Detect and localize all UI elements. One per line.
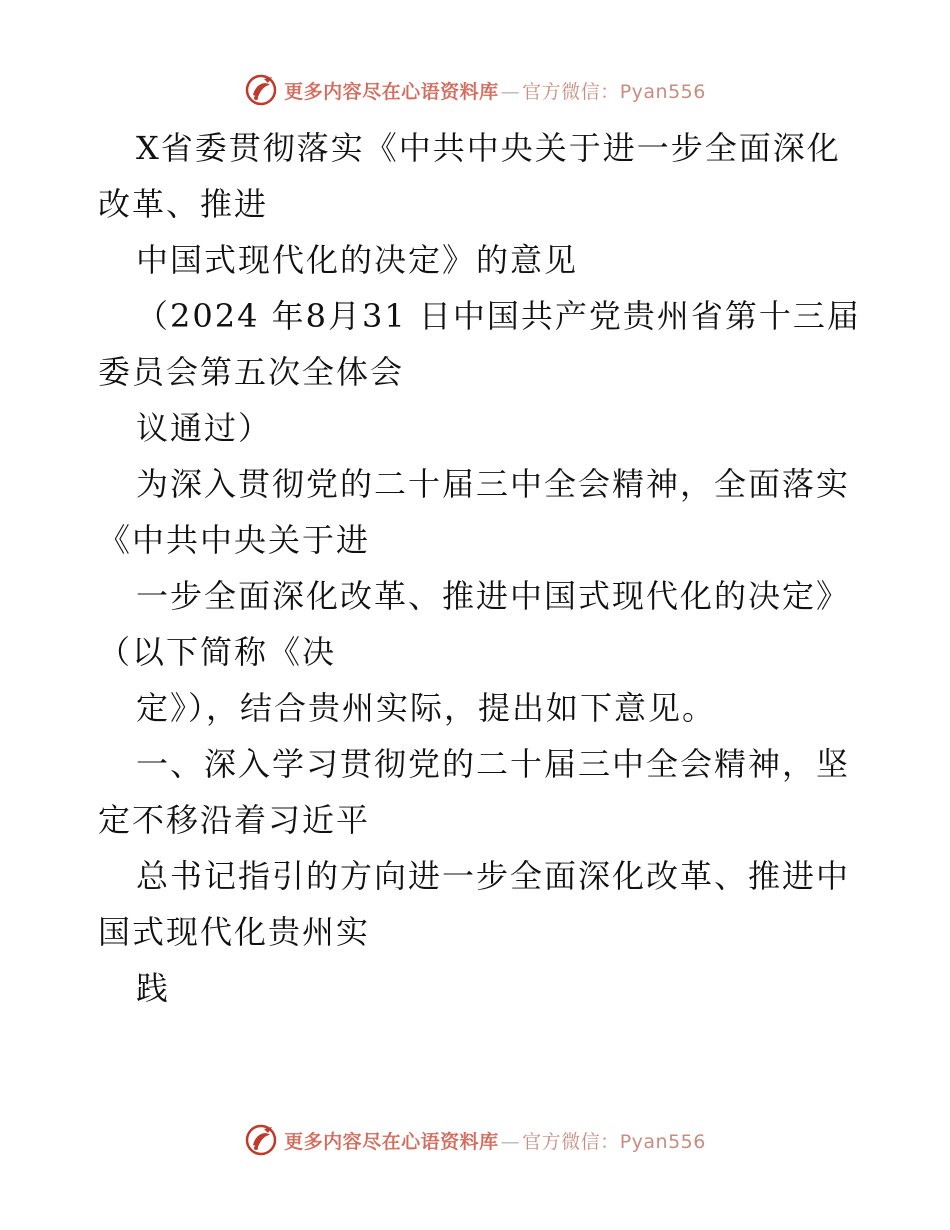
document-body	[98, 120, 878, 1016]
watermark-brand: 更多内容尽在心语资料库	[284, 1130, 499, 1153]
doc-paragraph-line-4: （以下简称《决	[98, 633, 337, 671]
watermark-brand: 更多内容尽在心语资料库	[284, 80, 499, 103]
watermark-footer	[0, 1120, 950, 1160]
doc-section-heading-line-2: 定不移沿着习近平	[98, 801, 371, 839]
doc-section-heading-line-3: 总书记指引的方向进一步全面深化改革、推进中	[136, 857, 851, 895]
doc-section-heading-line-1: 一、深入学习贯彻党的二十届三中全会精神，坚	[136, 745, 851, 783]
watermark-wechat-label: 官方微信：	[522, 80, 620, 103]
watermark-header	[0, 70, 950, 110]
doc-subtitle-line-2: 委员会第五次全体会	[98, 353, 405, 391]
watermark-text	[284, 1127, 706, 1154]
doc-paragraph-line-2: 《中共中央关于进	[98, 521, 371, 559]
doc-title-line-3: 中国式现代化的决定》的意见	[136, 241, 579, 279]
doc-paragraph-line-5: 定》），结合贵州实际，提出如下意见。	[136, 689, 717, 727]
doc-section-heading-line-4: 国式现代化贵州实	[98, 913, 371, 951]
watermark-wechat-id: Pyan556	[619, 1130, 706, 1153]
doc-section-heading-line-5: 践	[136, 969, 171, 1007]
watermark-wechat-id: Pyan556	[619, 80, 706, 103]
doc-title-line-2: 改革、推进	[98, 185, 269, 223]
doc-title-line-1: X省委贯彻落实《中共中央关于进一步全面深化	[136, 129, 841, 167]
watermark-separator: —	[500, 1130, 521, 1153]
doc-paragraph-line-3: 一步全面深化改革、推进中国式现代化的决定》	[136, 577, 851, 615]
doc-paragraph-line-1: 为深入贯彻党的二十届三中全会精神，全面落实	[136, 465, 851, 503]
doc-subtitle-line-3: 议通过）	[136, 409, 273, 447]
library-logo-icon	[244, 73, 278, 107]
library-logo-icon	[244, 1123, 278, 1157]
doc-subtitle-line-1: （2024 年8月31 日中国共产党贵州省第十三届	[136, 297, 861, 335]
watermark-wechat-label: 官方微信：	[522, 1130, 620, 1153]
watermark-separator: —	[500, 80, 521, 103]
watermark-text	[284, 77, 706, 104]
